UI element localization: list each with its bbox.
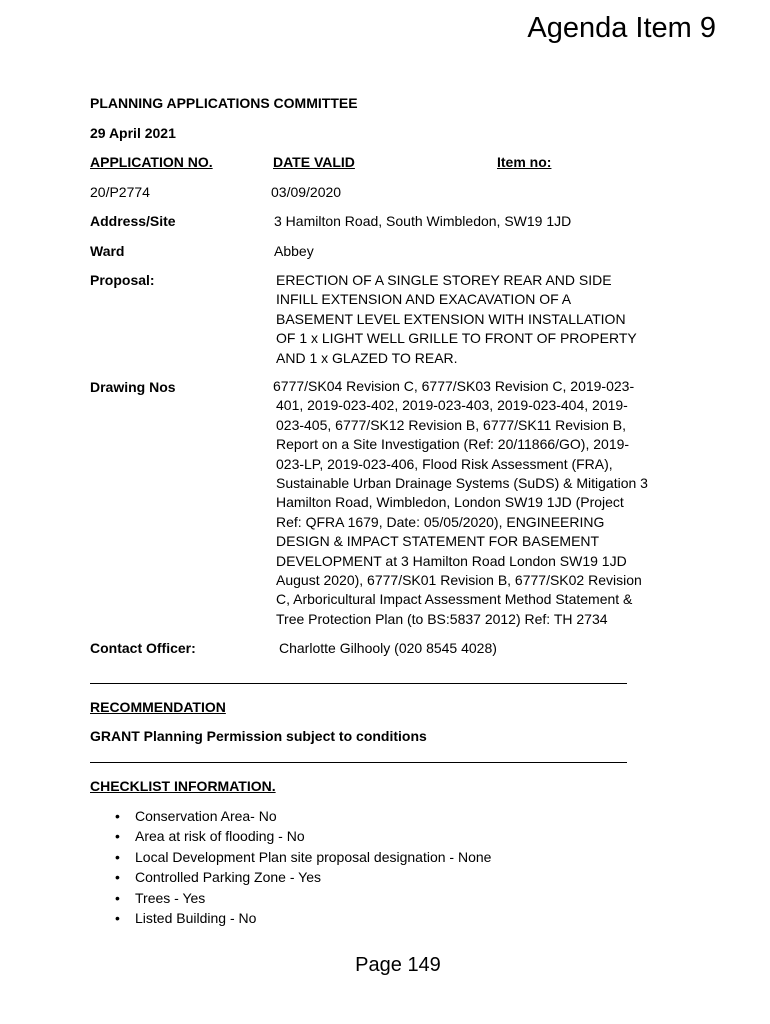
column-header-date-valid: DATE VALID xyxy=(273,154,355,170)
divider xyxy=(90,683,627,684)
application-date-valid: 03/09/2020 xyxy=(271,184,342,200)
drawing-line: 6777/SK04 Revision C, 6777/SK03 Revision C, 2019-023- xyxy=(273,378,635,394)
checklist-item xyxy=(90,806,491,826)
drawing-line: 401, 2019-023-402, 2019-023-403, 2019-023-404, 2019- xyxy=(276,397,628,414)
proposal-line: BASEMENT LEVEL EXTENSION WITH INSTALLATION xyxy=(276,310,626,327)
drawing-line: August 2020), 6777/SK01 Revision B, 6777/SK02 Revision xyxy=(276,572,642,589)
drawing-line: DESIGN & IMPACT STATEMENT FOR BASEMENT xyxy=(276,533,600,550)
drawing-nos-label: Drawing Nos xyxy=(90,379,176,395)
checklist-item-text: Local Development Plan site proposal designation - None xyxy=(135,848,492,865)
ward-value: Abbey xyxy=(274,243,314,259)
address-label: Address/Site xyxy=(90,213,176,229)
proposal-line: AND 1 x GLAZED TO REAR. xyxy=(276,349,458,366)
bullet-icon: • xyxy=(115,848,120,865)
drawing-nos-text xyxy=(273,377,693,629)
bullet-icon: • xyxy=(115,889,120,906)
divider xyxy=(90,762,627,763)
bullet-icon: • xyxy=(115,828,120,845)
checklist-item-text: Controlled Parking Zone - Yes xyxy=(135,869,321,886)
drawing-line: Ref: QFRA 1679, Date: 05/05/2020), ENGINEERING xyxy=(276,513,605,530)
drawing-line: DEVELOPMENT at 3 Hamilton Road London SW19 1JD xyxy=(276,552,627,569)
proposal-line: INFILL EXTENSION AND EXACAVATION OF A xyxy=(276,291,572,308)
proposal-line: OF 1 x LIGHT WELL GRILLE TO FRONT OF PROPERTY xyxy=(276,330,637,347)
drawing-line: Tree Protection Plan (to BS:5837 2012) Ref: TH 2734 xyxy=(276,610,608,627)
column-header-item-no: Item no: xyxy=(497,154,552,170)
address-value: 3 Hamilton Road, South Wimbledon, SW19 1JD xyxy=(274,213,572,229)
contact-officer-label: Contact Officer: xyxy=(90,640,196,656)
committee-title: PLANNING APPLICATIONS COMMITTEE xyxy=(90,95,358,111)
page-number: Page 149 xyxy=(355,954,441,976)
bullet-icon: • xyxy=(115,909,120,926)
bullet-icon: • xyxy=(115,808,120,824)
checklist xyxy=(90,806,491,928)
drawing-line: Sustainable Urban Drainage Systems (SuDS) & Mitigation 3 xyxy=(276,475,648,492)
agenda-item-title: Agenda Item 9 xyxy=(527,12,716,44)
checklist-item xyxy=(90,826,491,846)
proposal-line: ERECTION OF A SINGLE STOREY REAR AND SIDE xyxy=(276,272,612,288)
drawing-line: 023-405, 6777/SK12 Revision B, 6777/SK11 Revision B, xyxy=(276,416,626,433)
drawing-line: 023-LP, 2019-023-406, Flood Risk Assessment (FRA), xyxy=(276,455,613,472)
contact-officer-value: Charlotte Gilhooly (020 8545 4028) xyxy=(279,640,497,656)
column-header-application-no: APPLICATION NO. xyxy=(90,154,213,170)
checklist-item-text: Area at risk of flooding - No xyxy=(135,828,305,845)
application-number: 20/P2774 xyxy=(90,184,150,200)
recommendation-heading: RECOMMENDATION xyxy=(90,699,226,715)
checklist-item xyxy=(90,908,491,928)
checklist-heading: CHECKLIST INFORMATION. xyxy=(90,778,276,794)
ward-label: Ward xyxy=(90,243,125,259)
proposal-label: Proposal: xyxy=(90,272,155,288)
checklist-item xyxy=(90,847,491,867)
checklist-item xyxy=(90,888,491,908)
checklist-item-text: Listed Building - No xyxy=(135,909,257,926)
drawing-line: Hamilton Road, Wimbledon, London SW19 1JD (Project xyxy=(276,494,624,511)
proposal-text xyxy=(276,271,696,368)
meeting-date: 29 April 2021 xyxy=(90,125,176,141)
bullet-icon: • xyxy=(115,869,120,886)
checklist-item-text: Conservation Area- No xyxy=(135,808,277,824)
recommendation-text: GRANT Planning Permission subject to conditions xyxy=(90,728,427,744)
checklist-item xyxy=(90,867,491,887)
drawing-line: C, Arboricultural Impact Assessment Method Statement & xyxy=(276,591,633,608)
checklist-item-text: Trees - Yes xyxy=(135,889,206,906)
drawing-line: Report on a Site Investigation (Ref: 20/11866/GO), 2019- xyxy=(276,436,630,453)
